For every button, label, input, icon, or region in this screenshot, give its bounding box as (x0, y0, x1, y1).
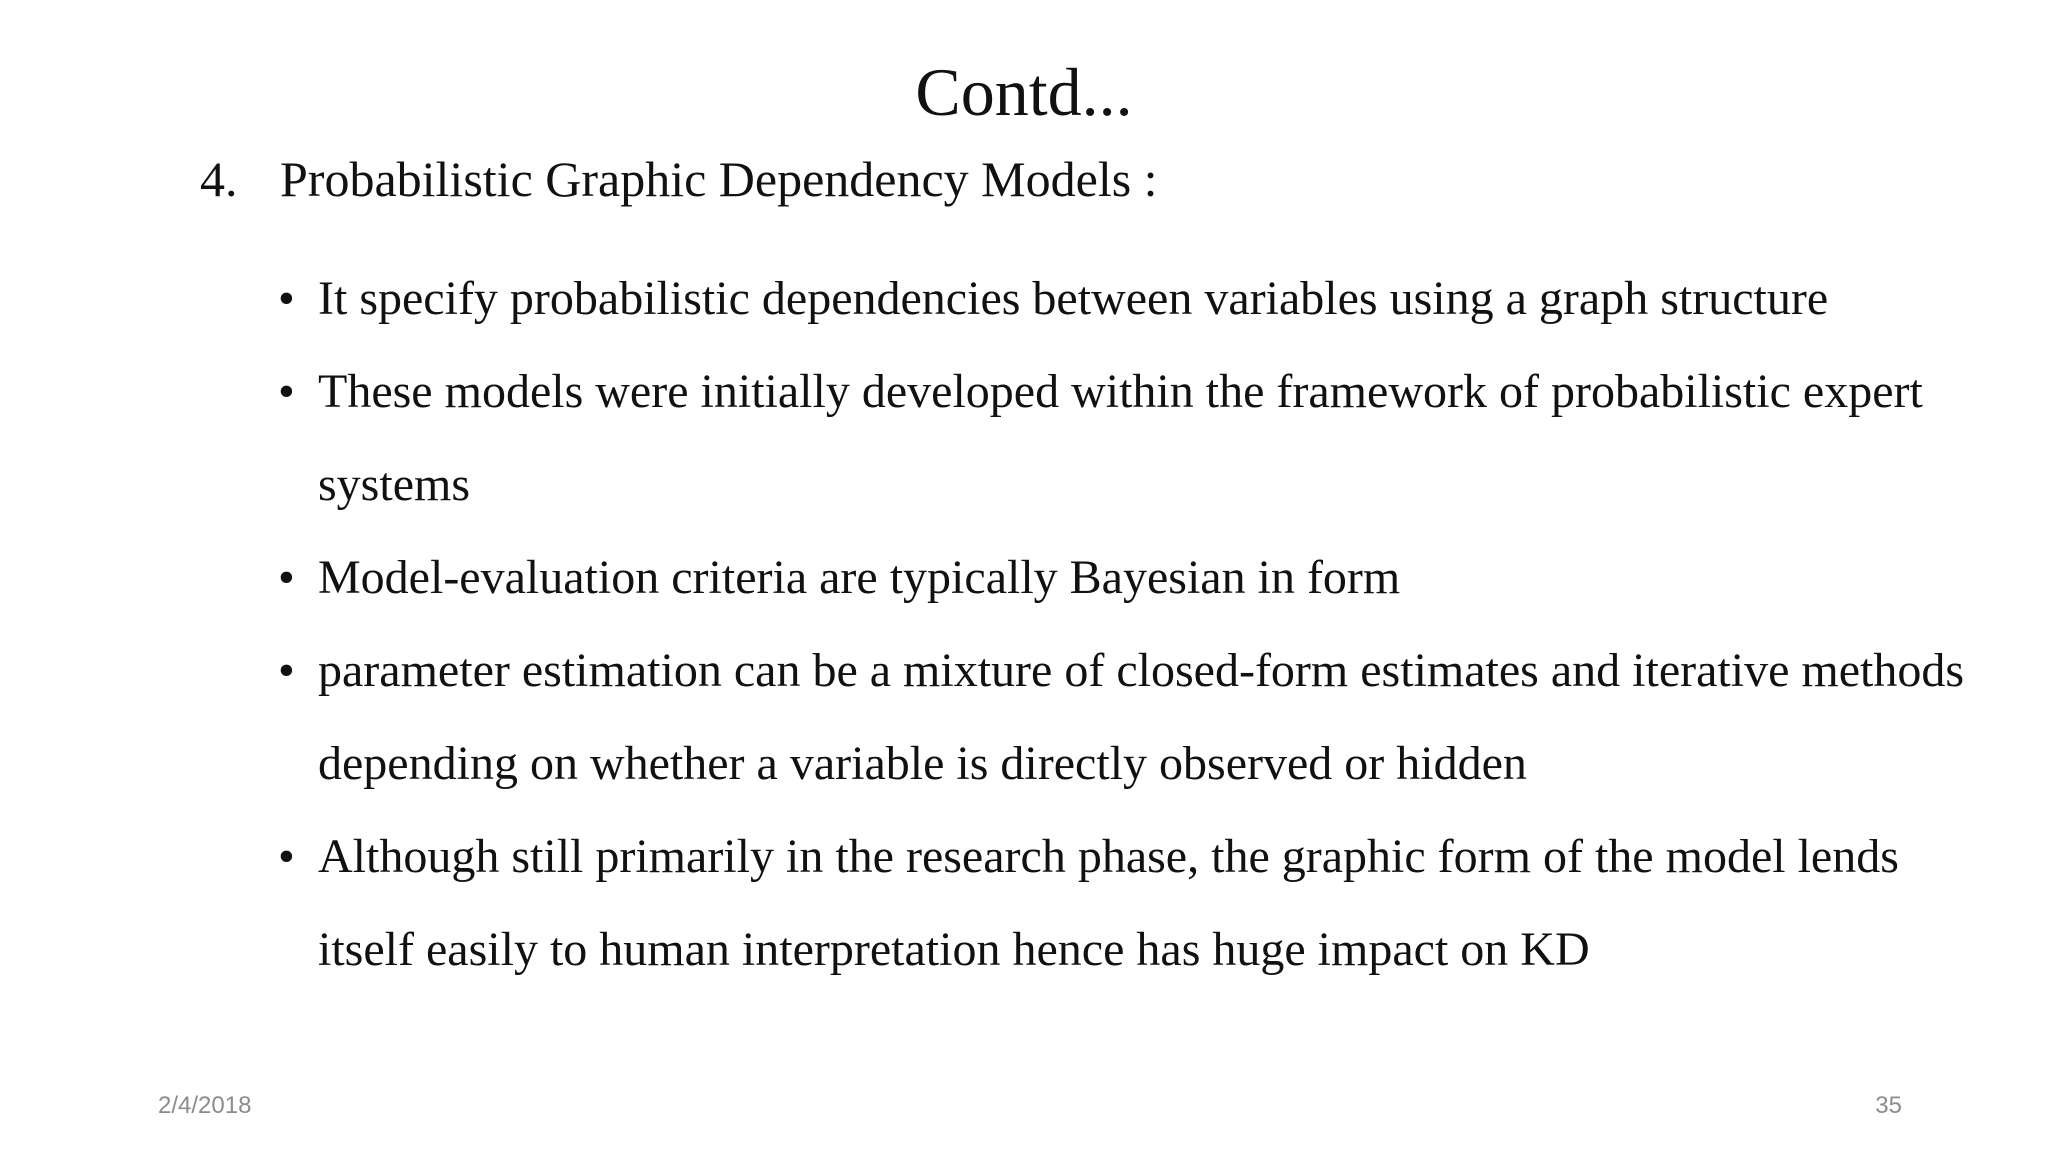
bullet-item (278, 624, 1978, 810)
section-heading-text: Probabilistic Graphic Dependency Models : (280, 151, 1158, 207)
bullet-text: Although still primarily in the research phase, the graphic form of the model lends itself easily to human interpretation hence has huge impact on KD (318, 830, 1899, 976)
bullet-dot: • (278, 644, 295, 697)
section-number: 4. (200, 151, 238, 207)
bullet-text: parameter estimation can be a mixture of closed-form estimates and iterative methods depending on whether a variable is directly observed or hidden (318, 644, 1965, 790)
bullet-item (278, 810, 1978, 996)
bullet-item (278, 531, 1978, 624)
bullet-list (278, 252, 1978, 996)
bullet-item (278, 345, 1978, 531)
footer-page-number: 35 (1875, 1092, 1902, 1119)
bullet-text: These models were initially developed within the framework of probabilistic expert systems (318, 365, 1923, 511)
bullet-dot: • (278, 551, 295, 604)
section-heading (200, 148, 1158, 210)
bullet-text: It specify probabilistic dependencies between variables using a graph structure (318, 272, 1829, 325)
bullet-text: Model-evaluation criteria are typically Bayesian in form (318, 551, 1401, 604)
footer-date: 2/4/2018 (158, 1092, 252, 1119)
bullet-dot: • (278, 272, 295, 325)
bullet-dot: • (278, 365, 295, 418)
bullet-dot: • (278, 830, 295, 883)
bullet-item (278, 252, 1978, 345)
slide-title: Contd... (915, 54, 1133, 130)
